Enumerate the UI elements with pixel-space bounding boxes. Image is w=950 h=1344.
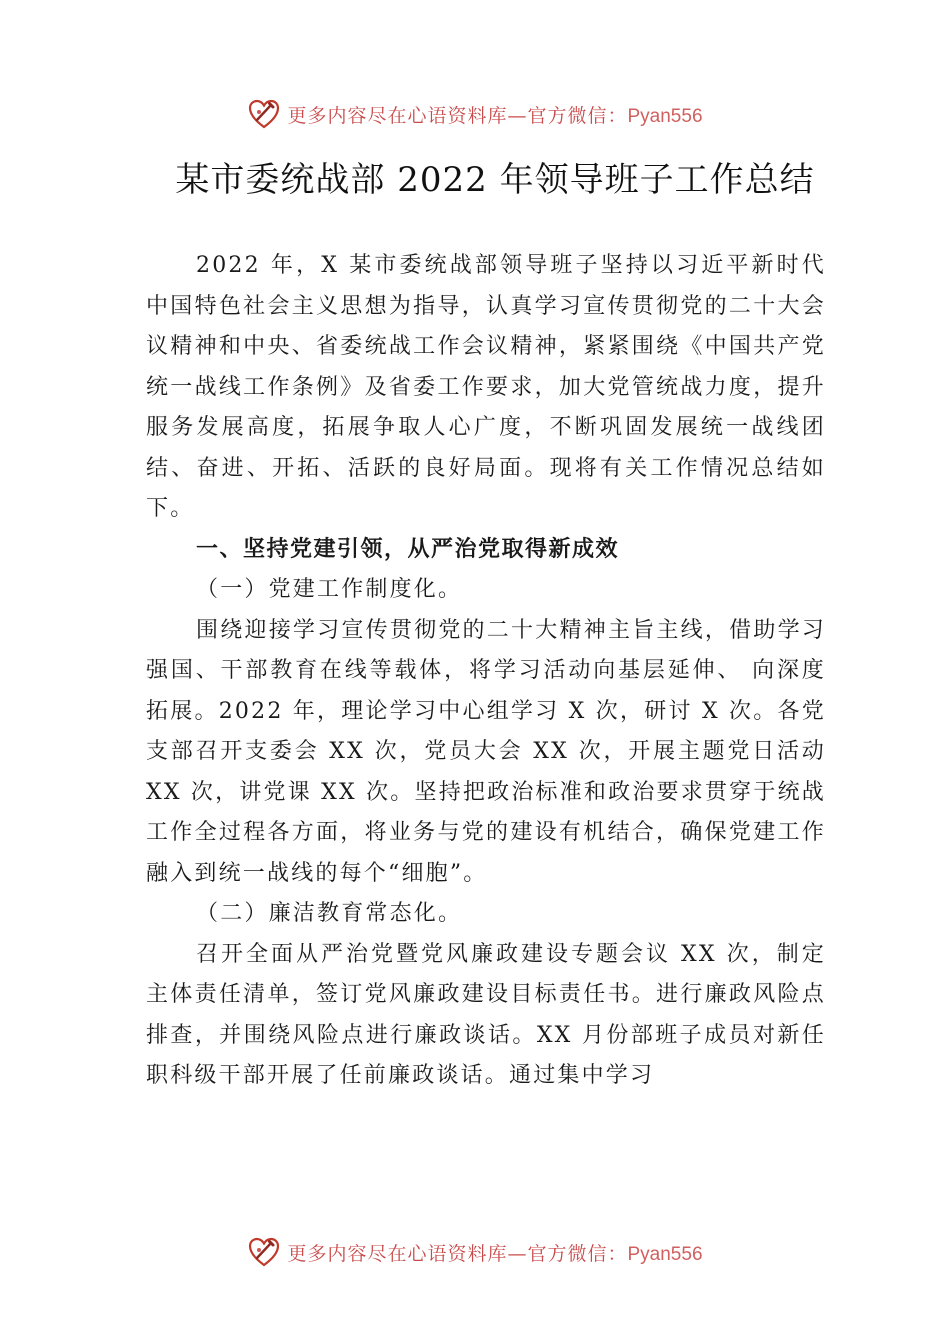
watermark-text: 更多内容尽在心语资料库—官方微信：Pyan556 [287, 1242, 703, 1265]
subsection-heading: （一）党建工作制度化。 [196, 577, 463, 602]
document-body [146, 246, 826, 1097]
watermark-text: 更多内容尽在心语资料库—官方微信：Pyan556 [287, 104, 703, 127]
section-heading: 一、坚持党建引领，从严治党取得新成效 [196, 536, 620, 562]
subsection-heading: （二）廉洁教育常态化。 [196, 901, 463, 926]
watermark-header [0, 94, 950, 134]
heart-pen-logo-icon [247, 1235, 281, 1269]
heart-pen-logo-icon [247, 97, 281, 131]
watermark-footer [0, 1232, 950, 1272]
body-paragraph: 召开全面从严治党暨党风廉政建设专题会议 XX 次，制定主体责任清单，签订党风廉政建设目标责任书。进行廉政风险点排查，并围绕风险点进行廉政谈话。XX 月份部班子成员对新任职科级干部开展了任前廉政谈话。通过集中学习 [146, 941, 826, 1088]
document-title: 某市委统战部 2022 年领导班子工作总结 [175, 160, 815, 200]
body-paragraph: 围绕迎接学习宣传贯彻党的二十大精神主旨主线，借助学习强国、干部教育在线等载体，将学习活动向基层延伸、 向深度拓展。2022 年，理论学习中心组学习 X 次，研讨 X 次。各党支部召开支委会 XX 次，党员大会 XX 次，开展主题党日活动 XX 次，讲党课 XX 次。坚持把政治标准和政治要求贯穿于统战工作全过程各方面，将业务与党的建设有机结合，确保党建工作融入到统一战线的每个“细胞”。 [146, 617, 826, 886]
body-paragraph: 2022 年，X 某市委统战部领导班子坚持以习近平新时代中国特色社会主义思想为指导，认真学习宣传贯彻党的二十大会议精神和中央、省委统战工作会议精神，紧紧围绕《中国共产党统一战线工作条例》及省委工作要求，加大党管统战力度，提升服务发展高度，拓展争取人心广度，不断巩固发展统一战线团结、奋进、开拓、活跃的良好局面。现将有关工作情况总结如下。 [146, 253, 826, 521]
